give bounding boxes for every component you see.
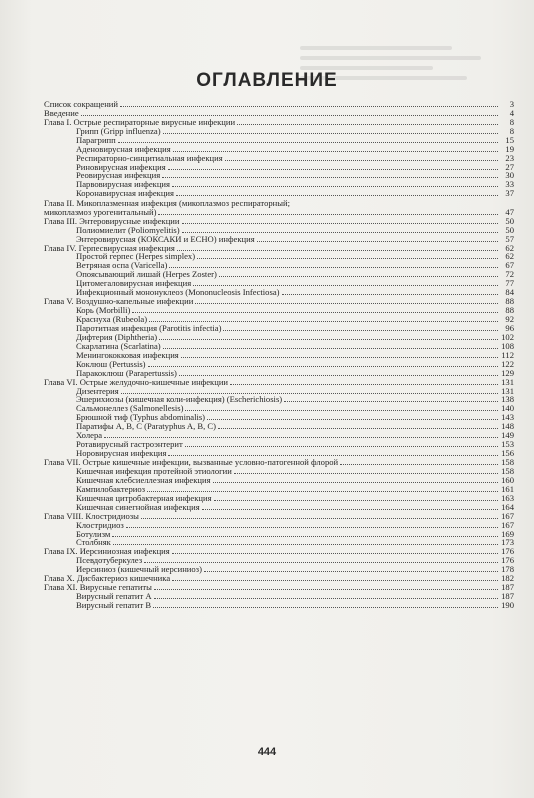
toc-page-number: 3 [509,98,514,109]
toc-entry-title: Риновирусная инфекция [76,161,166,172]
toc-entry-title: Глава VI. Острые желудочно-кишечные инфекции [44,376,229,387]
toc-page-number: 138 [501,394,514,405]
toc-page-number: 19 [505,143,514,154]
dot-leader [104,437,498,438]
toc-entry-title: Ветряная оспа (Varicella) [76,260,168,271]
toc-entry-title: Сальмонеллез (Salmonellesis) [76,403,184,414]
toc-entry-title: Парагрипп [76,134,116,145]
toc-entry-title: Корь (Morbilli) [76,305,131,316]
dot-leader [193,285,498,286]
toc-entry-title: Глава IX. Иерсиниозная инфекция [44,546,170,557]
toc-entry-title: Респираторно-синцитиальная инфекция [76,152,223,163]
toc-entry-title: Холера [76,430,103,441]
dot-leader [168,169,498,170]
dot-leader [282,294,499,295]
dot-leader [172,553,498,554]
toc-page-number: 88 [505,296,514,307]
dot-leader [163,348,498,349]
toc-entry-title: Опоясывающий лишай (Herpes Zoster) [76,269,217,280]
toc-page-number: 176 [501,555,514,566]
toc-page-number: 122 [501,358,514,369]
dot-leader [169,267,498,268]
dot-leader [179,375,498,376]
toc-chapter-entry[interactable] [44,100,514,109]
toc-entry-title: Псевдотуберкулез [76,555,143,566]
toc-entry-title: Кишечная цитробактерная инфекция [76,492,212,503]
toc-page-number: 158 [501,457,514,468]
toc-page-number: 57 [505,233,514,244]
toc-subentry[interactable] [44,422,514,431]
dot-leader [113,544,498,545]
dot-leader [230,384,498,385]
toc-page-number: 143 [501,412,514,423]
dot-leader [218,428,498,429]
toc-entry-title: Энтеровирусная (КОКСАКИ и ECHO) инфекция [76,233,255,244]
dot-leader [182,232,498,233]
toc-entry-title: Список сокращений [44,98,118,109]
toc-page-number: 169 [501,528,514,539]
toc-entry-title: Глава III. Энтеровирусные инфекции [44,215,180,226]
toc-page-number: 50 [505,224,514,235]
toc-page-number: 161 [501,483,514,494]
toc-entry-title: Глава II. Микоплазменная инфекция (микоплазмоз респираторный; [44,197,291,208]
dot-leader [172,186,498,187]
toc-page-number: 108 [501,340,514,351]
dot-leader [223,330,498,331]
dot-leader [197,258,498,259]
toc-subentry[interactable] [44,601,514,610]
toc-entry-title: Паракоклюш (Parapertussis) [76,367,177,378]
toc-entry-title: Кишечная клебсиеллезная инфекция [76,474,211,485]
toc-entry-title: Ботулизм [76,528,111,539]
dot-leader [202,509,498,510]
toc-entry-title: Паратифы А, В, С (Paratyphus A, B, C) [76,421,217,432]
dot-leader [141,518,498,519]
toc-entry-title: Дифтерия (Diphtheria) [76,331,158,342]
toc-page-number: 62 [505,242,514,253]
toc-page-number: 163 [501,492,514,503]
toc-page-number: 187 [501,582,514,593]
toc-page-number: 62 [505,251,514,262]
toc-page-number: 27 [505,161,514,172]
dot-leader [257,241,498,242]
toc-page-number: 160 [501,474,514,485]
dot-leader [148,366,498,367]
dot-leader [144,562,498,563]
dot-leader [172,580,498,581]
toc-subentry[interactable] [44,521,514,530]
toc-page-number: 167 [501,510,514,521]
toc-page-number: 140 [501,403,514,414]
dot-leader [120,106,498,107]
dot-leader [234,473,498,474]
dot-leader [153,607,498,608]
toc-subentry[interactable] [44,189,514,198]
toc-page-number: 4 [509,107,514,118]
toc-page-number: 187 [501,591,514,602]
toc-entry-title: Брюшной тиф (Typhus abdominalis) [76,412,206,423]
toc-page-number: 50 [505,215,514,226]
toc-entry-title: Коклюш (Pertussis) [76,358,146,369]
toc-entry-title: Ротавирусный гастроэнтерит [76,439,183,450]
dot-leader [204,571,498,572]
dot-leader [132,312,498,313]
dot-leader [185,446,498,447]
dot-leader [181,357,498,358]
toc-entry-title: Реовирусная инфекция [76,170,161,181]
dot-leader [219,276,498,277]
toc-entry-title: Цитомегаловирусная инфекция [76,278,192,289]
toc-page-number: 178 [501,564,514,575]
toc-page-number: 72 [505,269,514,280]
toc-entry-title: Клостридиоз [76,519,124,530]
toc-entry-title: Кишечная инфекция протейной этиологии [76,465,232,476]
dot-leader [112,536,498,537]
toc-page-number: 153 [501,439,514,450]
dot-leader [213,482,498,483]
toc-page-number: 112 [501,349,514,360]
dot-leader [168,455,498,456]
dot-leader [158,214,498,215]
toc-page-number: 15 [505,134,514,145]
dot-leader [147,491,498,492]
toc-page-number: 167 [501,519,514,530]
toc-entry-title: Глава XI. Вирусные гепатиты [44,582,152,593]
dot-leader [176,195,498,196]
dot-leader [154,589,498,590]
toc-entry-title: Глава IV. Герпесвирусная инфекция [44,242,175,253]
toc-page-number: 30 [505,170,514,181]
toc-page-number: 149 [501,430,514,441]
toc-entry-title: Норовирусная инфекция [76,448,167,459]
dot-leader [121,393,498,394]
toc-entry-title: Глава V. Воздушно-капельные инфекции [44,296,194,307]
dot-leader [154,598,498,599]
toc-entry-title: Аденовирусная инфекция [76,143,171,154]
toc-entry-title: Глава VIII. Клостридиозы [44,510,139,521]
toc-page-number: 67 [505,260,514,271]
toc-entry-title: Паротитная инфекция (Parotitis infectia) [76,322,222,333]
dot-leader [284,401,498,402]
dot-leader [177,250,498,251]
toc-page-number: 158 [501,465,514,476]
toc-page-number: 182 [501,573,514,584]
toc-page-number: 33 [505,179,514,190]
toc-page-number: 96 [505,322,514,333]
toc-entry-title: микоплазмоз урогенитальный) [44,206,157,217]
dot-leader [207,419,498,420]
toc-page-number: 164 [501,501,514,512]
dot-leader [118,142,498,143]
dot-leader [81,115,498,116]
toc-entry-title: Столбняк [76,537,111,548]
toc-page-number: 131 [501,376,514,387]
dot-leader [195,303,498,304]
toc-page-number: 131 [501,385,514,396]
toc-entry-title: Иерсиниоз (кишечный иерсиниоз) [76,564,202,575]
dot-leader [214,500,498,501]
dot-leader [173,151,498,152]
toc-entry-title: Глава X. Дисбактериоз кишечника [44,573,171,584]
toc-entry-title: Краснуха (Rubeola) [76,314,148,325]
toc-page-number: 176 [501,546,514,557]
toc-page-number: 129 [501,367,514,378]
toc-entry-title: Простой герпес (Herpes simplex) [76,251,196,262]
toc-entry-title: Полиомиелит (Poliomyelitis) [76,224,180,235]
page-number: 444 [257,746,277,758]
dot-leader [182,223,499,224]
toc-entry-title: Вирусный гепатит В [76,600,152,611]
toc-entry-title: Дизентерия [76,385,119,396]
dot-leader [149,321,498,322]
toc-page-number: 8 [509,125,514,136]
toc-entry-title: Менингококковая инфекция [76,349,179,360]
toc-page-number: 77 [505,278,514,289]
toc-page-number: 102 [501,331,514,342]
toc-page-number: 37 [505,188,514,199]
dot-leader [163,133,498,134]
dot-leader [126,527,498,528]
toc-entry-title: Инфекционный мононуклеоз (Mononucleosis Infectiosa) [76,287,280,298]
toc-entry-title: Глава VII. Острые кишечные инфекции, вызванные условно-патогенной флорой [44,457,339,468]
toc-entry-title: Глава I. Острые респираторные вирусные инфекции [44,116,236,127]
toc-entry-title: Скарлатина (Scarlatina) [76,340,161,351]
dot-leader [159,339,498,340]
toc-entry-title: Кишечная синегнойная инфекция [76,501,200,512]
toc-entry-title: Парвовирусная инфекция [76,179,170,190]
toc-page-number: 84 [505,287,514,298]
toc-page-number: 148 [501,421,514,432]
toc-page-number: 88 [505,305,514,316]
toc-page-number: 23 [505,152,514,163]
toc-entry-title: Вирусный гепатит А [76,591,152,602]
dot-leader [185,410,498,411]
toc-page-number: 8 [509,116,514,127]
toc-entry-title: Введение [44,107,79,118]
page-title: ОГЛАВЛЕНИЕ [196,70,338,91]
toc-page-number: 173 [501,537,514,548]
toc-page-number: 156 [501,448,514,459]
toc-subentry[interactable] [44,530,514,539]
dot-leader [237,124,498,125]
dot-leader [162,177,498,178]
toc-page-number: 190 [501,600,514,611]
dot-leader [225,160,498,161]
table-of-contents [44,100,514,610]
toc-entry-title: Коронавирусная инфекция [76,188,174,199]
toc-page-number: 92 [505,314,514,325]
toc-entry-title: Грипп (Gripp influenza) [76,125,161,136]
dot-leader [340,464,498,465]
toc-entry-title: Эшерихиозы (кишечная коли-инфекция) (Escherichiosis) [76,394,283,405]
toc-entry-title: Кампилобактериоз [76,483,146,494]
toc-page-number: 47 [505,206,514,217]
